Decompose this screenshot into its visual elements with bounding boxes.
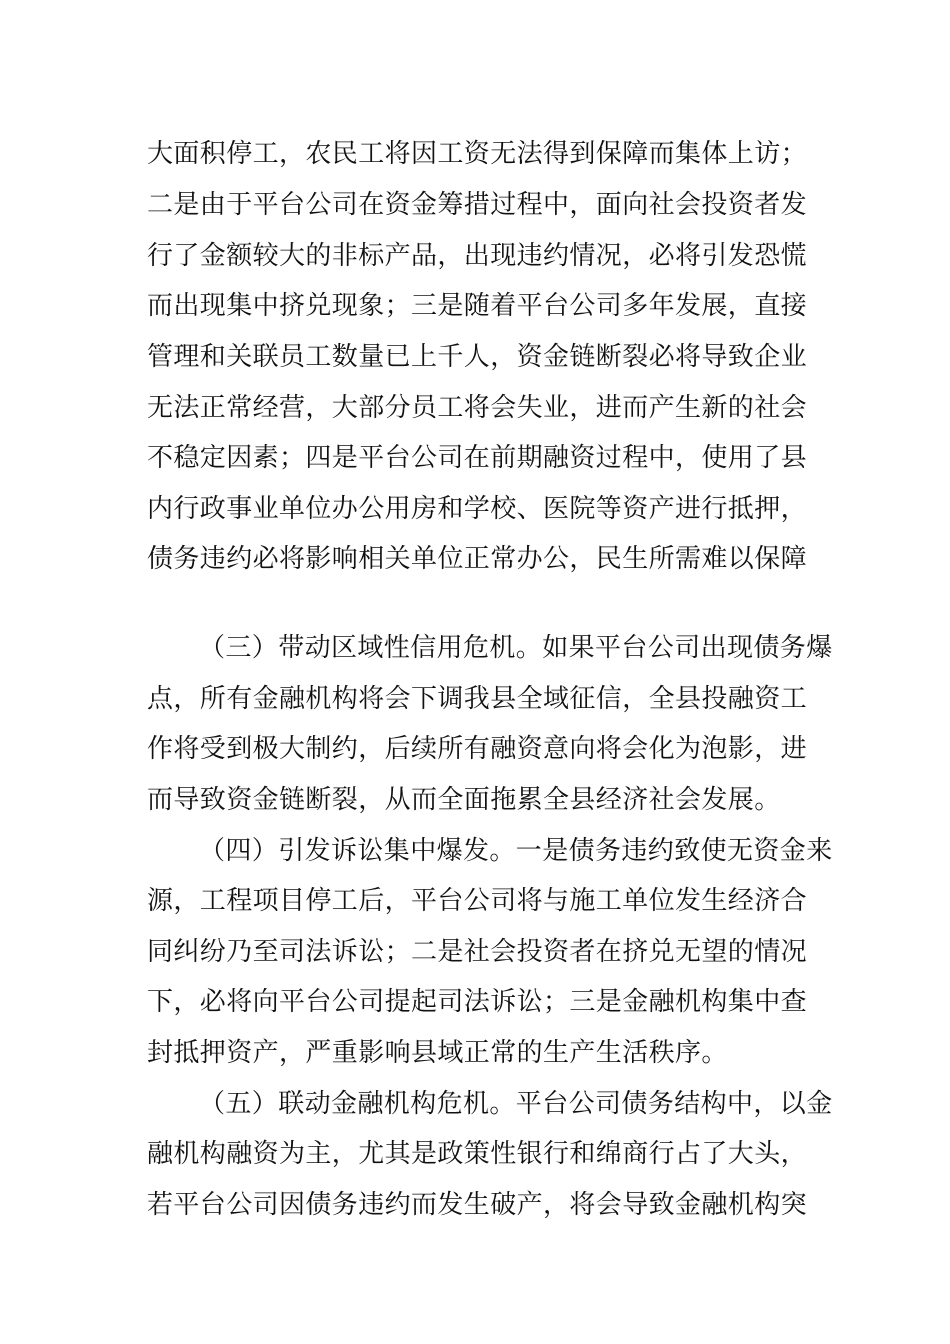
text-line: 不稳定因素；四是平台公司在前期融资过程中，使用了县 xyxy=(147,443,808,473)
text-line: 源，工程项目停工后，平台公司将与施工单位发生经济合 xyxy=(147,886,808,916)
text-line: 管理和关联员工数量已上千人，资金链断裂必将导致企业 xyxy=(147,342,808,372)
text-line: （四）引发诉讼集中爆发。一是债务违约致使无资金来 xyxy=(199,836,833,866)
text-line: 大面积停工，农民工将因工资无法得到保障而集体上访； xyxy=(147,139,808,169)
text-line: 作将受到极大制约，后续所有融资意向将会化为泡影，进 xyxy=(147,734,808,764)
text-line: 下，必将向平台公司提起司法诉讼；三是金融机构集中查 xyxy=(147,987,808,1017)
text-line: 内行政事业单位办公用房和学校、医院等资产进行抵押， xyxy=(147,494,808,524)
text-line: 封抵押资产，严重影响县域正常的生产生活秩序。 xyxy=(147,1038,728,1068)
text-line: 同纠纷乃至司法诉讼；二是社会投资者在挤兑无望的情况 xyxy=(147,937,808,967)
text-line: 无法正常经营，大部分员工将会失业，进而产生新的社会 xyxy=(147,393,808,423)
text-line: 而导致资金链断裂，从而全面拖累全县经济社会发展。 xyxy=(147,785,781,815)
text-line: 二是由于平台公司在资金筹措过程中，面向社会投资者发 xyxy=(147,190,808,220)
text-line: 行了金额较大的非标产品，出现违约情况，必将引发恐慌 xyxy=(147,241,808,271)
text-line: 融机构融资为主，尤其是政策性银行和绵商行占了大头， xyxy=(147,1139,808,1169)
text-line: 若平台公司因债务违约而发生破产，将会导致金融机构突 xyxy=(147,1190,808,1220)
text-line: （五）联动金融机构危机。平台公司债务结构中，以金 xyxy=(199,1089,833,1119)
text-line: 债务违约必将影响相关单位正常办公，民生所需难以保障 xyxy=(147,544,808,574)
text-line: （三）带动区域性信用危机。如果平台公司出现债务爆 xyxy=(199,633,833,663)
text-line: 而出现集中挤兑现象；三是随着平台公司多年发展，直接 xyxy=(147,291,808,321)
text-line: 点，所有金融机构将会下调我县全域征信，全县投融资工 xyxy=(147,684,808,714)
